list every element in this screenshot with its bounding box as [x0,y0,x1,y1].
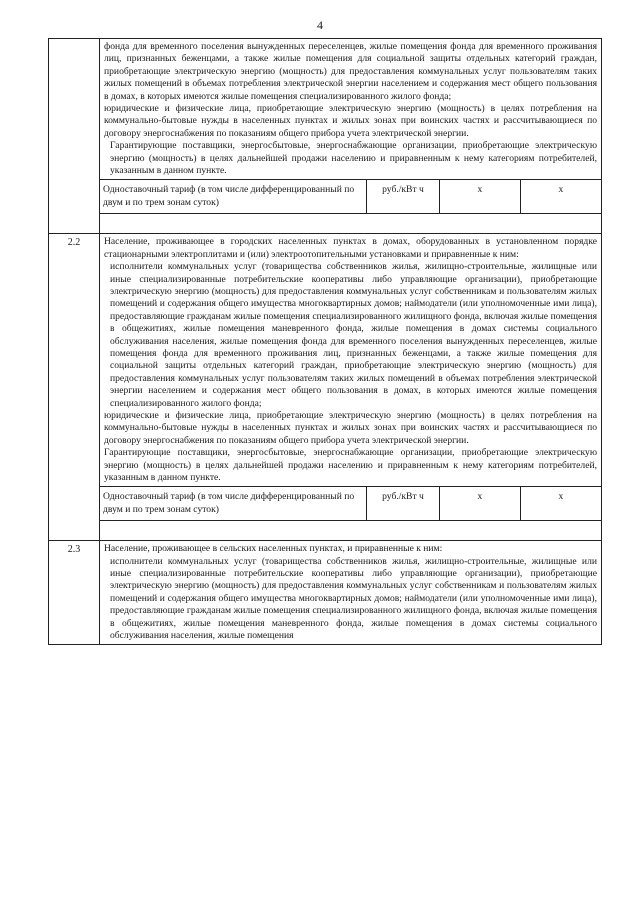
tariff-label: Одноставочный тариф (в том числе дифференцированный по двум и по трем зонам суток) [100,487,367,521]
tariff-subtable [100,486,601,540]
paragraph: фонда для временного поселения вынужденных переселенцев, жилые помещения фонда для временного проживания лиц, признанных беженцами, а также жилые помещения для социальной защиты отдельных категорий граждан, приобретающие электрическую энергию (мощность) для предоставления коммунальных услуг пользователям таких жилых помещений в объемах потребления электрической энергии населением и содержания мест общего пользования в домах, в которых имеются жилые помещения специализированного жилого фонда; [104,41,597,102]
tariff-value: х [520,487,601,521]
row-number: 2.3 [49,541,100,645]
tariff-label: Одноставочный тариф (в том числе дифференцированный по двум и по трем зонам суток) [100,180,367,214]
tariff-value: х [520,180,601,214]
paragraph: Население, проживающее в сельских населенных пунктах, и приравненные к ним: [104,543,443,555]
paragraph: Гарантирующие поставщики, энергосбытовые, энергоснабжающие организации, приобретающие электрическую энергию (мощность) в целях дальнейшей продажи населению и приравненным к нему категориям потребителей, указанным в данном пункте. [110,140,597,177]
tariff-unit: руб./кВт ч [367,180,440,214]
paragraph: Население, проживающее в городских населенных пунктах в домах, оборудованных в установленном порядке стационарными электроплитами и (или) электроотопительными установками и приравненные к ним: [104,236,597,260]
table-row [49,541,602,645]
tariff-table [48,38,602,645]
paragraph: юридические и физические лица, приобретающие электрическую энергию (мощность) в целях потребления на коммунально-бытовые нужды в населенных пунктах и жилых зонах при воинских частях и рассчитывающиеся по договору энергоснабжения по показаниям общего прибора учета электрической энергии. [104,103,597,139]
tariff-subtable [100,179,601,233]
paragraph: Гарантирующие поставщики, энергосбытовые, энергоснабжающие организации, приобретающие электрическую энергию (мощность) в целях дальнейшей продажи населению и приравненным к нему категориям потребителей, указанным в данном пункте. [104,447,597,483]
tariff-value: х [440,180,521,214]
paragraph: юридические и физические лица, приобретающие электрическую энергию (мощность) в целях потребления на коммунально-бытовые нужды в населенных пунктах и жилых зонах при воинских частях и рассчитывающиеся по договору энергоснабжения по показаниям общего прибора учета электрической энергии. [104,409,597,446]
paragraph: исполнители коммунальных услуг (товарищества собственников жилья, жилищно-строительные, жилищные или иные специализированные потребительские кооперативы либо управляющие организации), приобретающие электрическую энергию (мощность) для предоставления коммунальных услуг собственникам и пользователям жилых помещений и содержания общего имущества многоквартирных домов; наймодатели (или уполномоченные ими лица), предоставляющие гражданам жилые помещения специализированного жилищного фонда, включая жилые помещения в общежитиях, жилые помещения маневренного фонда, жилые помещения в домах системы социального обслуживания населения, жилые помещения фонда для временного поселения вынужденных переселенцев, жилые помещения фонда для временного проживания лиц, признанных беженцами, а также жилые помещения для социальной защиты отдельных категорий граждан, приобретающие электрическую энергию (мощность) для предоставления коммунальных услуг пользователям таких жилых помещений в объемах потребления электрической энергии населением и содержания мест общего пользования в домах, в которых имеются жилые помещения специализированного жилого фонда; [110,261,597,409]
paragraph: исполнители коммунальных услуг (товарищества собственников жилья, жилищно-строительные, жилищные или иные специализированные потребительские кооперативы либо управляющие организации), приобретающие электрическую энергию (мощность) для предоставления коммунальных услуг собственникам и пользователям жилых помещений и содержания общего имущества многоквартирных домов; наймодатели (или уполномоченные ими лица), предоставляющие гражданам жилые помещения специализированного жилищного фонда, включая жилые помещения в общежитиях, жилые помещения маневренного фонда, жилые помещения в домах системы социального обслуживания населения, жилые помещения [110,555,597,642]
row-number: 2.2 [49,234,100,541]
table-row [49,234,602,541]
page-number: 4 [317,18,323,32]
tariff-table-frame [48,38,602,880]
row-number [49,39,100,234]
table-row [49,39,602,234]
tariff-value: х [440,487,521,521]
tariff-unit: руб./кВт ч [367,487,440,521]
